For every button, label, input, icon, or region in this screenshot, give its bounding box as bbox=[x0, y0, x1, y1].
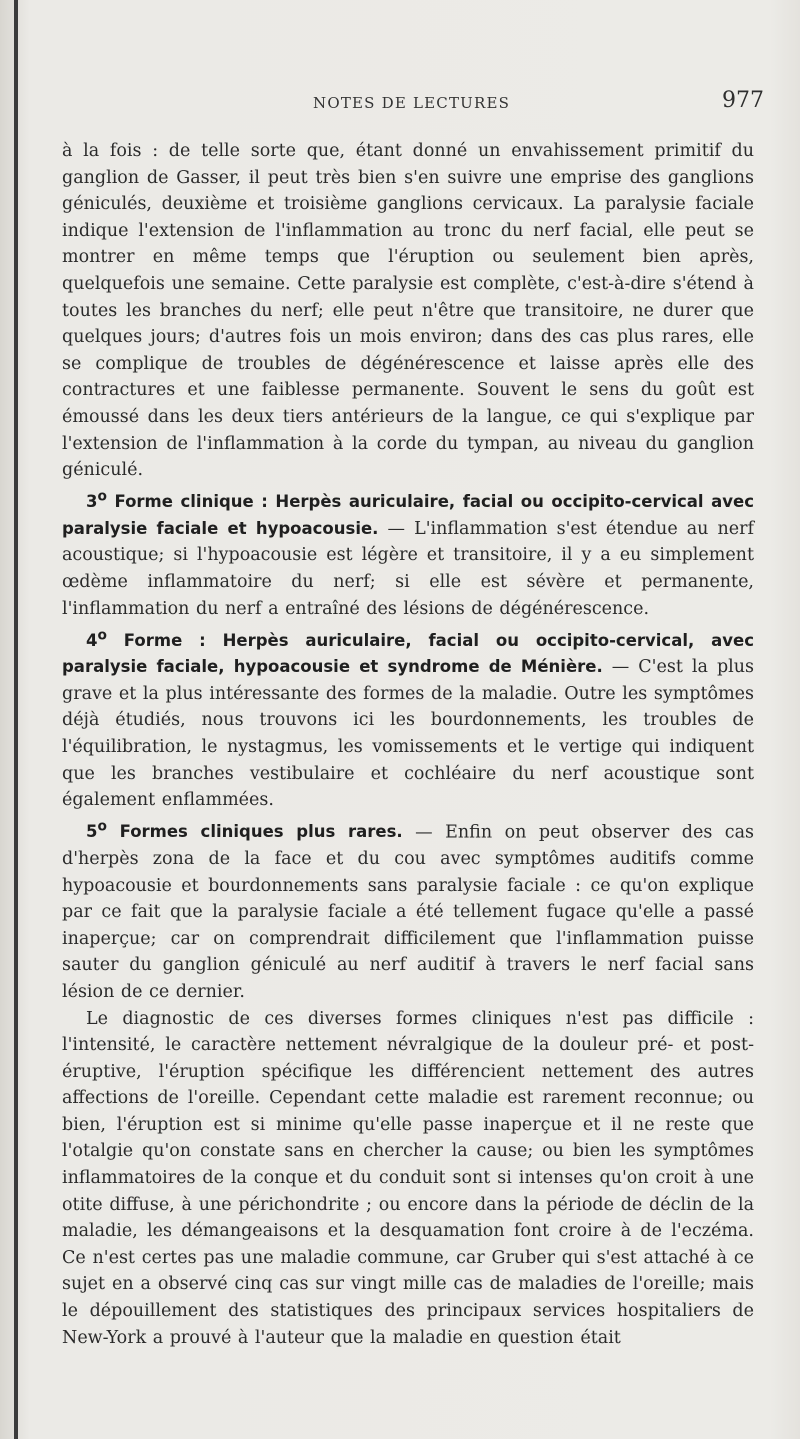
paragraph-form-5 bbox=[62, 814, 754, 1006]
form-5-heading: 5$^o$ Formes cliniques plus rares. bbox=[86, 818, 403, 842]
paragraph-form-3 bbox=[62, 484, 754, 622]
page-header bbox=[0, 88, 800, 122]
page-number: 977 bbox=[722, 88, 764, 113]
form-5-number: 5 bbox=[86, 822, 98, 842]
body-text bbox=[62, 138, 754, 1351]
form-3-text: — L'inflammation s'est étendue au nerf acoustique; si l'hypoacousie est légère et transitoire, il y a eu simplement œdème inflammatoire du nerf; si elle est sévère et permanente, l'inflammation du nerf a entraîné des lésions de dégénérescence. bbox=[62, 518, 754, 619]
form-4-title: Forme : Herpès auriculaire, facial ou occipito-cervical, avec paralysie faciale, hypoacousie et syndrome de Ménière. bbox=[62, 630, 754, 677]
form-4-text: — C'est la plus grave et la plus intéressante des formes de la maladie. Outre les symptômes déjà étudiés, nous trouvons ici les bourdonnements, les troubles de l'équilibration, le nystagmus, les vomissements et le vertige qui indiquent que les branches vestibulaire et cochléaire du nerf acoustique sont également enflammées. bbox=[62, 657, 754, 811]
form-4-number: 4 bbox=[86, 630, 98, 650]
running-title: NOTES DE LECTURES bbox=[313, 94, 511, 112]
form-4-heading: 4$^o$ Forme : Herpès auriculaire, facial ou occipito-cervical, avec paralysie faciale, hypoacousie et syndrome de Ménière. bbox=[62, 627, 754, 677]
paragraph-diagnosis: Le diagnostic de ces diverses formes cliniques n'est pas difficile : l'intensité, le caractère nettement névralgique de la douleur pré- et post-éruptive, l'éruption spécifique les différencient nettement des autres affections de l'oreille. Cependant cette maladie est rarement reconnue; ou bien, l'éruption est si minime qu'elle passe inaperçue et il ne reste que l'otalgie qu'on constate sans en chercher la cause; ou bien les symptômes inflammatoires de la conque et du conduit sont si intenses qu'on croit à une otite diffuse, à une périchondrite ; ou encore dans la période de déclin de la maladie, les démangeaisons et la desquamation font croire à de l'eczéma. Ce n'est certes pas une maladie commune, car Gruber qui s'est attaché à ce sujet en a observé cinq cas sur vingt mille cas de maladies de l'oreille; mais le dépouillement des statistiques des principaux services hospitaliers de New-York a prouvé à l'auteur que la maladie en question était bbox=[62, 1008, 754, 1348]
paragraph-continuation: à la fois : de telle sorte que, étant donné un envahissement primitif du ganglion de Gasser, il peut très bien s'en suivre une emprise des ganglions géniculés, deuxième et troisième ganglions cervicaux. La paralysie faciale indique l'extension de l'inflammation au tronc du nerf facial, elle peut se montrer en même temps que l'éruption ou seulement bien après, quelquefois une semaine. Cette paralysie est complète, c'est-à-dire s'étend à toutes les branches du nerf; elle peut n'être que transitoire, ne durer que quelques jours; d'autres fois un mois environ; dans des cas plus rares, elle se complique de troubles de dégénérescence et laisse après elle des contractures et une faiblesse permanente. Souvent le sens du goût est émoussé dans les deux tiers antérieurs de la langue, ce qui s'explique par l'extension de l'inflammation à la corde du tympan, au niveau du ganglion géniculé. bbox=[62, 141, 754, 481]
form-5-title: Formes cliniques plus rares. bbox=[106, 822, 403, 842]
form-5-text: — Enfin on peut observer des cas d'herpès zona de la face et du cou avec symptômes auditifs comme hypoacousie et bourdonnements sans paralysie faciale : ce qu'on explique par ce fait que la paralysie faciale a été tellement fugace qu'elle a passé inaperçue; car on comprendrait difficilement que l'inflammation puisse sauter du ganglion géniculé au nerf auditif à travers le nerf facial sans lésion de ce dernier. bbox=[62, 822, 755, 1002]
form-3-number: 3 bbox=[86, 492, 98, 512]
binding-edge bbox=[14, 0, 18, 1439]
paragraph-form-4 bbox=[62, 622, 754, 814]
form-3-heading: 3$^o$ Forme clinique : Herpès auriculaire, facial ou occipito-cervical avec paralysie faciale et hypoacousie. bbox=[62, 488, 754, 538]
form-3-title: Forme clinique : Herpès auriculaire, facial ou occipito-cervical avec paralysie faciale et hypoacousie. bbox=[62, 492, 754, 538]
